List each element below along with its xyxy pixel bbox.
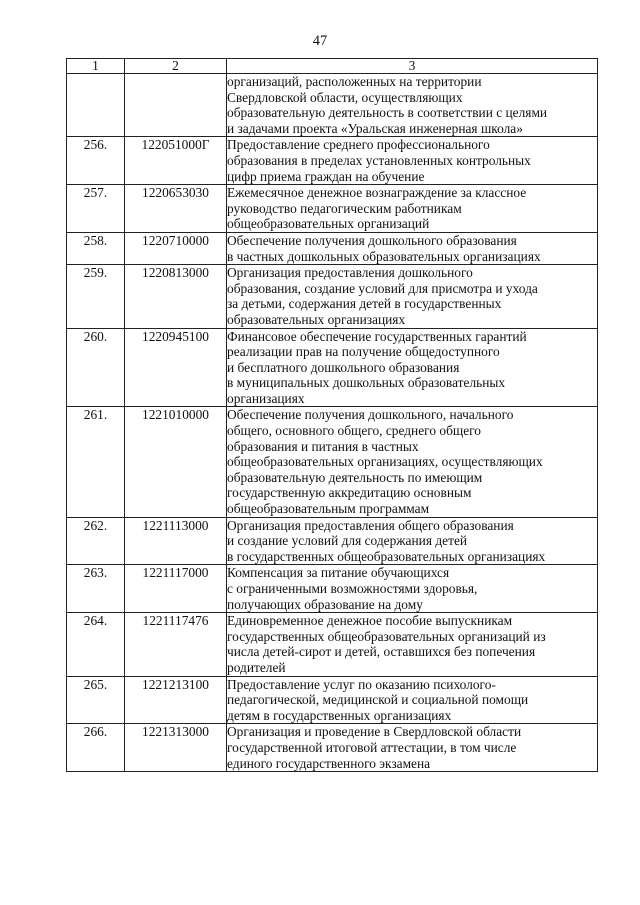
item-description: Ежемесячное денежное вознаграждение за классное руководство педагогическим работникам общеобразовательных организаций: [227, 185, 598, 233]
row-number: 266.: [67, 724, 125, 772]
item-description: Обеспечение получения дошкольного, начального общего, основного общего, среднего общего образования и питания в частных общеобразовательных организациях, осуществляющих образовательную деятельность по имеющим государственную аккредитацию основным общеобразовательным программам: [227, 407, 598, 517]
table-row: [67, 724, 598, 772]
target-item-code: 1221113000: [125, 517, 227, 565]
item-description: Организация предоставления дошкольного образования, создание условий для присмотра и ухода за детьми, содержания детей в государственных образовательных организациях: [227, 265, 598, 328]
row-number: 265.: [67, 676, 125, 724]
budget-code-table: [66, 58, 598, 772]
item-description: Компенсация за питание обучающихся с ограниченными возможностями здоровья, получающих образование на дому: [227, 565, 598, 613]
target-item-code: 1221010000: [125, 407, 227, 517]
item-description: Предоставление услуг по оказанию психолого- педагогической, медицинской и социальной помощи детям в государственных организациях: [227, 676, 598, 724]
item-description: Единовременное денежное пособие выпускникам государственных общеобразовательных организаций из числа детей-сирот и детей, оставшихся без попечения родителей: [227, 613, 598, 676]
item-description: Обеспечение получения дошкольного образования в частных дошкольных образовательных организациях: [227, 232, 598, 264]
row-number: 262.: [67, 517, 125, 565]
table-row: [67, 565, 598, 613]
target-item-code: 122051000Г: [125, 137, 227, 185]
table-row: [67, 232, 598, 264]
target-item-code: [125, 74, 227, 137]
item-description: организаций, расположенных на территории Свердловской области, осуществляющих образовательную деятельность в соответствии с целями и задачами проекта «Уральская инженерная школа»: [227, 74, 598, 137]
row-number: 264.: [67, 613, 125, 676]
item-description: Предоставление среднего профессионального образования в пределах установленных контрольных цифр приема граждан на обучение: [227, 137, 598, 185]
row-number: 259.: [67, 265, 125, 328]
column-header-code: 2: [125, 59, 227, 74]
target-item-code: 1221213100: [125, 676, 227, 724]
table-row: [67, 185, 598, 233]
row-number: 261.: [67, 407, 125, 517]
column-header-description: 3: [227, 59, 598, 74]
target-item-code: 1220710000: [125, 232, 227, 264]
table-row: [67, 328, 598, 407]
table-header-row: [67, 59, 598, 74]
table-row: [67, 517, 598, 565]
table-row: [67, 137, 598, 185]
item-description: Организация и проведение в Свердловской области государственной итоговой аттестации, в том числе единого государственного экзамена: [227, 724, 598, 772]
target-item-code: 1221117476: [125, 613, 227, 676]
table-header: [67, 59, 598, 74]
row-number: 258.: [67, 232, 125, 264]
row-number: [67, 74, 125, 137]
target-item-code: 1221313000: [125, 724, 227, 772]
item-description: Организация предоставления общего образования и создание условий для содержания детей в государственных общеобразовательных организациях: [227, 517, 598, 565]
item-description: Финансовое обеспечение государственных гарантий реализации прав на получение общедоступного и бесплатного дошкольного образования в муниципальных дошкольных образовательных организациях: [227, 328, 598, 407]
row-number: 256.: [67, 137, 125, 185]
row-number: 260.: [67, 328, 125, 407]
row-number: 257.: [67, 185, 125, 233]
column-header-number: 1: [67, 59, 125, 74]
target-item-code: 1220813000: [125, 265, 227, 328]
target-item-code: 1220653030: [125, 185, 227, 233]
page-number: 47: [312, 33, 328, 49]
table-row: [67, 74, 598, 137]
table-row: [67, 676, 598, 724]
table-body: [67, 74, 598, 772]
row-number: 263.: [67, 565, 125, 613]
table-row: [67, 407, 598, 517]
table-row: [67, 613, 598, 676]
target-item-code: 1220945100: [125, 328, 227, 407]
target-item-code: 1221117000: [125, 565, 227, 613]
table-row: [67, 265, 598, 328]
